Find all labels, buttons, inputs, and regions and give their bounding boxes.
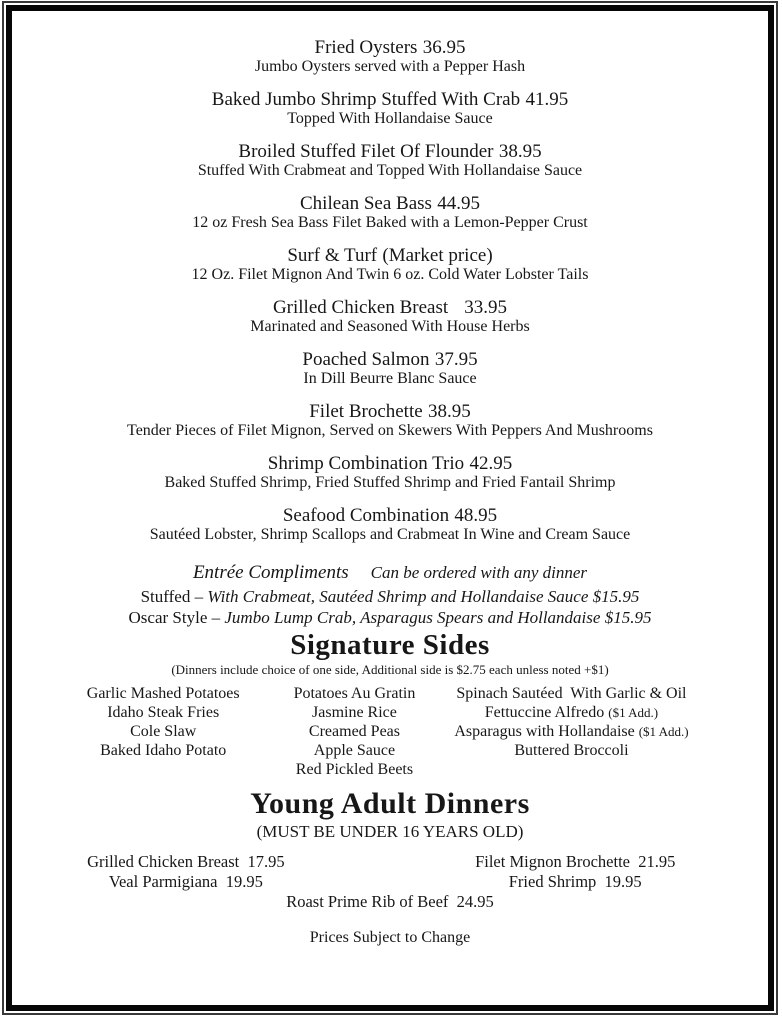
signature-sides-heading: Signature Sides [290, 629, 490, 661]
compliment-option [12, 607, 768, 628]
young-adult-column-left [87, 852, 285, 892]
entree-description: 12 Oz. Filet Mignon And Twin 6 oz. Cold Water Lobster Tails [191, 266, 589, 283]
entree-compliments-section [12, 561, 768, 628]
item-price: 24.95 [456, 892, 494, 911]
entree-description: In Dill Beurre Blanc Sauce [303, 370, 477, 387]
item-name: Fried Shrimp [508, 872, 597, 891]
entree-description: 12 oz Fresh Sea Bass Filet Baked with a Lemon-Pepper Crust [192, 214, 588, 231]
entree-name: Seafood Combination [282, 505, 450, 526]
compliment-option [12, 586, 768, 607]
entree-name: Fried Oysters [314, 37, 418, 58]
sides-columns [12, 684, 768, 780]
sides-column-2 [294, 684, 416, 779]
entree-name: Baked Jumbo Shrimp Stuffed With Crab [211, 89, 521, 110]
entree-title [12, 505, 768, 526]
young-adult-column-right [475, 852, 675, 892]
entree-name: Filet Brochette [309, 401, 423, 422]
compliment-label: Oscar Style – [128, 608, 221, 627]
compliments-title: Entrée Compliments [192, 562, 349, 583]
entree-title [12, 89, 768, 110]
side-item-surcharge: ($1 Add.) [608, 705, 659, 720]
item-name: Roast Prime Rib of Beef [286, 892, 449, 911]
entree-description: Jumbo Oysters served with a Pepper Hash [254, 58, 526, 75]
entree-price: 41.95 [525, 89, 569, 110]
entree-item [12, 37, 768, 75]
sides-note: (Dinners include choice of one side, Additional side is $2.75 each unless noted +$1) [171, 662, 609, 677]
compliment-text: Jumbo Lump Crab, Asparagus Spears and Hollandaise $15.95 [224, 608, 652, 627]
item-price: 17.95 [247, 852, 285, 871]
entree-title [12, 141, 768, 162]
side-item: Idaho Steak Fries [107, 704, 220, 721]
compliment-label: Stuffed – [140, 587, 204, 606]
young-adult-columns [12, 852, 768, 892]
entree-price: 38.95 [498, 141, 542, 162]
compliment-text: With Crabmeat, Sautéed Shrimp and Hollandaise Sauce $15.95 [207, 587, 640, 606]
young-adult-item [87, 852, 285, 872]
entree-price: (Market price) [382, 245, 493, 266]
sides-column-3 [454, 684, 688, 760]
entree-title [12, 401, 768, 422]
entree-description: Tender Pieces of Filet Mignon, Served on Skewers With Peppers And Mushrooms [127, 422, 653, 439]
entree-name: Shrimp Combination Trio [267, 453, 465, 474]
entree-title [12, 297, 768, 318]
entree-description: Topped With Hollandaise Sauce [287, 110, 493, 127]
side-item: Baked Idaho Potato [100, 742, 227, 759]
entree-name: Grilled Chicken Breast [272, 297, 449, 318]
compliments-subtitle: Can be ordered with any dinner [370, 563, 588, 582]
entree-item [12, 453, 768, 491]
side-item: Apple Sauce [313, 742, 396, 759]
entree-title [12, 349, 768, 370]
page-border-inner [6, 5, 774, 1011]
entree-description: Sautéed Lobster, Shrimp Scallops and Crabmeat In Wine and Cream Sauce [149, 526, 631, 543]
entree-item [12, 297, 768, 335]
side-item: Red Pickled Beets [295, 761, 414, 778]
young-adult-item-center [12, 892, 768, 912]
entree-title [12, 453, 768, 474]
young-adult-item [475, 872, 675, 892]
sides-column-1 [87, 684, 240, 760]
item-price: 19.95 [604, 872, 642, 891]
entree-name: Surf & Turf [287, 245, 378, 266]
side-item-text: Spinach Sautéed With Garlic & Oil [456, 685, 687, 702]
side-item-surcharge: ($1 Add.) [638, 724, 689, 739]
side-item [454, 684, 688, 703]
side-item: Cole Slaw [130, 723, 197, 740]
side-item: Creamed Peas [308, 723, 400, 740]
entree-description: Marinated and Seasoned With House Herbs [250, 318, 530, 335]
entree-title [12, 193, 768, 214]
entree-price: 36.95 [422, 37, 466, 58]
young-adult-subheading: (MUST BE UNDER 16 YEARS OLD) [256, 822, 524, 841]
compliments-title-line [12, 561, 768, 586]
side-item [454, 703, 688, 722]
young-adult-item [87, 872, 285, 892]
entree-item [12, 193, 768, 231]
side-item [454, 722, 688, 741]
item-name: Veal Parmigiana [108, 872, 218, 891]
entree-price: 33.95 [464, 297, 508, 318]
entree-price: 42.95 [469, 453, 513, 474]
entree-item [12, 141, 768, 179]
item-name: Filet Mignon Brochette [475, 852, 630, 871]
side-item-text: Fettuccine Alfredo [484, 704, 605, 721]
side-item: Potatoes Au Gratin [293, 685, 416, 702]
item-price: 19.95 [225, 872, 263, 891]
side-item [454, 741, 688, 760]
entree-title [12, 37, 768, 58]
item-name: Grilled Chicken Breast [87, 852, 240, 871]
entree-item [12, 505, 768, 543]
prices-subject-note: Prices Subject to Change [309, 929, 471, 946]
side-item: Jasmine Rice [312, 704, 397, 721]
entree-item [12, 349, 768, 387]
entree-description: Stuffed With Crabmeat and Topped With Hollandaise Sauce [197, 162, 583, 179]
item-price: 21.95 [638, 852, 676, 871]
side-item-text: Asparagus with Hollandaise [454, 723, 635, 740]
entree-item [12, 245, 768, 283]
entree-name: Poached Salmon [302, 349, 430, 370]
page-border-outer [2, 1, 778, 1015]
entree-name: Chilean Sea Bass [300, 193, 432, 214]
entree-price: 37.95 [434, 349, 478, 370]
entree-price: 44.95 [437, 193, 480, 214]
entree-description: Baked Stuffed Shrimp, Fried Stuffed Shrimp and Fried Fantail Shrimp [164, 474, 616, 491]
entree-item [12, 89, 768, 127]
side-item-text: Buttered Broccoli [514, 742, 629, 759]
entree-title [12, 245, 768, 266]
entree-price: 48.95 [454, 505, 498, 526]
young-adult-item [475, 852, 675, 872]
entree-item [12, 401, 768, 439]
entree-price: 38.95 [428, 401, 471, 422]
entree-name: Broiled Stuffed Filet Of Flounder [238, 141, 494, 162]
menu-content [12, 11, 768, 1005]
side-item: Garlic Mashed Potatoes [86, 685, 240, 702]
young-adult-heading: Young Adult Dinners [250, 787, 530, 820]
